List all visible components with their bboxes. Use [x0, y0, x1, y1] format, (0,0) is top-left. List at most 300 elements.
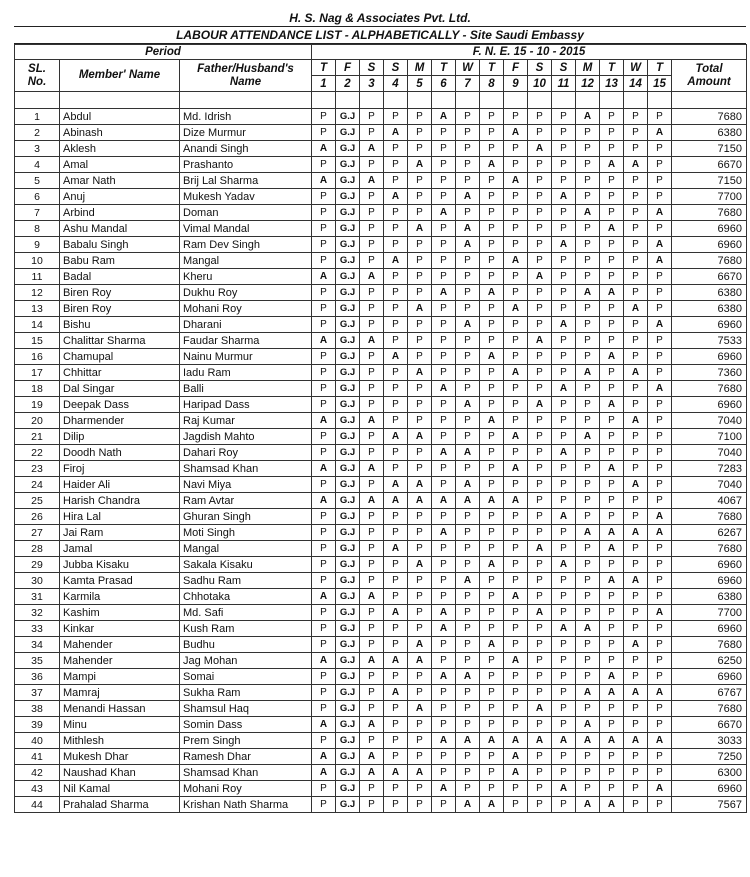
attendance-cell: P	[360, 189, 384, 205]
blank-cell	[552, 92, 576, 109]
attendance-cell: P	[408, 285, 432, 301]
attendance-cell: P	[456, 589, 480, 605]
attendance-cell: P	[624, 621, 648, 637]
table-row	[15, 285, 747, 301]
attendance-cell: P	[600, 653, 624, 669]
attendance-cell: P	[648, 173, 672, 189]
attendance-cell: P	[312, 189, 336, 205]
attendance-cell: G.J	[336, 445, 360, 461]
attendance-cell: P	[624, 397, 648, 413]
father-name-cell: Faudar Sharma	[180, 333, 312, 349]
attendance-cell: P	[600, 125, 624, 141]
attendance-cell: P	[624, 509, 648, 525]
attendance-cell: A	[408, 429, 432, 445]
attendance-cell: A	[528, 541, 552, 557]
sl-no-cell: 41	[15, 749, 60, 765]
day-number-header: 15	[648, 76, 672, 92]
father-name-cell: Prashanto	[180, 157, 312, 173]
attendance-cell: P	[480, 205, 504, 221]
blank-cell	[504, 92, 528, 109]
attendance-cell: A	[600, 397, 624, 413]
attendance-cell: P	[408, 749, 432, 765]
attendance-cell: P	[552, 525, 576, 541]
attendance-cell: P	[648, 493, 672, 509]
attendance-cell: P	[312, 125, 336, 141]
father-name-cell: Mangal	[180, 253, 312, 269]
attendance-cell: P	[576, 589, 600, 605]
attendance-cell: A	[552, 733, 576, 749]
attendance-cell: P	[552, 141, 576, 157]
attendance-cell: A	[624, 157, 648, 173]
attendance-cell: A	[360, 765, 384, 781]
attendance-cell: P	[432, 269, 456, 285]
sl-no-cell: 8	[15, 221, 60, 237]
father-name-cell: Sadhu Ram	[180, 573, 312, 589]
attendance-cell: P	[432, 317, 456, 333]
table-row	[15, 157, 747, 173]
attendance-cell: P	[408, 413, 432, 429]
table-row	[15, 189, 747, 205]
attendance-cell: A	[456, 733, 480, 749]
attendance-cell: P	[408, 605, 432, 621]
attendance-cell: P	[456, 157, 480, 173]
table-row	[15, 253, 747, 269]
attendance-cell: P	[360, 125, 384, 141]
attendance-cell: A	[504, 589, 528, 605]
sl-no-cell: 7	[15, 205, 60, 221]
attendance-cell: P	[504, 781, 528, 797]
col-member-header: Member' Name	[60, 60, 180, 92]
total-amount-cell: 6960	[672, 781, 747, 797]
attendance-cell: A	[624, 573, 648, 589]
total-amount-cell: 7700	[672, 189, 747, 205]
total-amount-cell: 6670	[672, 157, 747, 173]
attendance-cell: P	[528, 157, 552, 173]
table-row	[15, 573, 747, 589]
attendance-cell: P	[480, 589, 504, 605]
attendance-cell: P	[480, 317, 504, 333]
day-letter-header: S	[360, 60, 384, 76]
sl-no-cell: 32	[15, 605, 60, 621]
blank-cell	[432, 92, 456, 109]
attendance-cell: A	[552, 781, 576, 797]
attendance-cell: P	[552, 669, 576, 685]
attendance-cell: P	[360, 733, 384, 749]
father-name-cell: Dharani	[180, 317, 312, 333]
father-name-cell: Md. Safi	[180, 605, 312, 621]
attendance-cell: P	[360, 509, 384, 525]
member-name-cell: Badal	[60, 269, 180, 285]
attendance-cell: P	[648, 573, 672, 589]
attendance-cell: A	[312, 413, 336, 429]
attendance-cell: P	[480, 429, 504, 445]
attendance-cell: P	[480, 397, 504, 413]
attendance-cell: P	[384, 333, 408, 349]
attendance-cell: P	[624, 125, 648, 141]
total-amount-cell: 7680	[672, 109, 747, 125]
total-amount-cell: 4067	[672, 493, 747, 509]
father-name-cell: Iadu Ram	[180, 365, 312, 381]
sl-no-cell: 39	[15, 717, 60, 733]
attendance-cell: P	[384, 381, 408, 397]
table-row	[15, 669, 747, 685]
period-value: F. N. E. 15 - 10 - 2015	[312, 45, 747, 60]
attendance-cell: P	[432, 637, 456, 653]
attendance-cell: G.J	[336, 765, 360, 781]
attendance-cell: P	[432, 301, 456, 317]
table-row	[15, 381, 747, 397]
sl-no-cell: 43	[15, 781, 60, 797]
attendance-cell: P	[504, 621, 528, 637]
attendance-cell: P	[456, 685, 480, 701]
attendance-cell: P	[552, 477, 576, 493]
blank-cell	[576, 92, 600, 109]
attendance-cell: P	[480, 365, 504, 381]
attendance-cell: A	[648, 381, 672, 397]
attendance-cell: P	[432, 477, 456, 493]
attendance-cell: P	[312, 525, 336, 541]
attendance-cell: P	[360, 605, 384, 621]
member-name-cell: Kamta Prasad	[60, 573, 180, 589]
attendance-cell: P	[408, 733, 432, 749]
father-name-cell: Shamsad Khan	[180, 461, 312, 477]
attendance-cell: G.J	[336, 749, 360, 765]
attendance-cell: A	[504, 749, 528, 765]
sl-no-cell: 11	[15, 269, 60, 285]
attendance-cell: P	[480, 125, 504, 141]
attendance-cell: P	[552, 205, 576, 221]
attendance-cell: P	[648, 413, 672, 429]
attendance-cell: A	[648, 317, 672, 333]
attendance-cell: P	[528, 413, 552, 429]
attendance-cell: P	[552, 461, 576, 477]
table-row	[15, 445, 747, 461]
attendance-cell: P	[360, 349, 384, 365]
attendance-cell: A	[624, 733, 648, 749]
attendance-cell: A	[480, 797, 504, 813]
attendance-cell: P	[456, 541, 480, 557]
attendance-cell: P	[384, 637, 408, 653]
father-name-cell: Dahari Roy	[180, 445, 312, 461]
attendance-cell: P	[600, 589, 624, 605]
father-name-cell: Jag Mohan	[180, 653, 312, 669]
table-row	[15, 749, 747, 765]
attendance-cell: P	[504, 221, 528, 237]
attendance-cell: G.J	[336, 413, 360, 429]
table-row	[15, 237, 747, 253]
attendance-cell: P	[600, 413, 624, 429]
attendance-cell: A	[624, 365, 648, 381]
attendance-cell: P	[648, 589, 672, 605]
attendance-cell: P	[576, 381, 600, 397]
attendance-cell: P	[360, 573, 384, 589]
attendance-cell: G.J	[336, 717, 360, 733]
table-row	[15, 765, 747, 781]
attendance-cell: P	[624, 285, 648, 301]
day-number-header: 13	[600, 76, 624, 92]
attendance-cell: A	[576, 621, 600, 637]
attendance-cell: P	[552, 765, 576, 781]
attendance-cell: G.J	[336, 301, 360, 317]
attendance-cell: P	[456, 125, 480, 141]
attendance-cell: A	[648, 733, 672, 749]
father-name-cell: Budhu	[180, 637, 312, 653]
sl-no-cell: 6	[15, 189, 60, 205]
attendance-cell: A	[600, 733, 624, 749]
father-name-cell: Prem Singh	[180, 733, 312, 749]
attendance-cell: P	[456, 205, 480, 221]
attendance-cell: P	[312, 637, 336, 653]
attendance-cell: P	[552, 221, 576, 237]
attendance-cell: P	[408, 621, 432, 637]
attendance-cell: P	[552, 797, 576, 813]
attendance-cell: P	[576, 269, 600, 285]
attendance-cell: P	[456, 301, 480, 317]
member-name-cell: Jamal	[60, 541, 180, 557]
attendance-cell: P	[312, 365, 336, 381]
table-row	[15, 621, 747, 637]
attendance-cell: P	[528, 429, 552, 445]
sl-no-cell: 23	[15, 461, 60, 477]
attendance-cell: P	[360, 205, 384, 221]
total-amount-cell: 3033	[672, 733, 747, 749]
day-number-header: 6	[432, 76, 456, 92]
total-amount-cell: 7533	[672, 333, 747, 349]
attendance-cell: A	[312, 141, 336, 157]
attendance-cell: P	[408, 589, 432, 605]
attendance-cell: P	[312, 733, 336, 749]
attendance-cell: A	[552, 557, 576, 573]
sl-no-cell: 34	[15, 637, 60, 653]
attendance-cell: P	[360, 237, 384, 253]
attendance-cell: P	[504, 397, 528, 413]
attendance-cell: A	[360, 333, 384, 349]
attendance-cell: P	[384, 365, 408, 381]
attendance-cell: P	[528, 797, 552, 813]
sl-no-cell: 40	[15, 733, 60, 749]
attendance-cell: G.J	[336, 797, 360, 813]
attendance-cell: P	[600, 781, 624, 797]
attendance-cell: P	[408, 237, 432, 253]
attendance-cell: P	[648, 749, 672, 765]
attendance-cell: P	[504, 637, 528, 653]
attendance-cell: P	[528, 573, 552, 589]
attendance-cell: G.J	[336, 349, 360, 365]
attendance-cell: P	[480, 781, 504, 797]
attendance-cell: P	[648, 461, 672, 477]
attendance-cell: P	[480, 509, 504, 525]
sl-no-cell: 5	[15, 173, 60, 189]
member-name-cell: Babalu Singh	[60, 237, 180, 253]
attendance-cell: P	[576, 541, 600, 557]
attendance-cell: P	[648, 621, 672, 637]
attendance-cell: P	[504, 701, 528, 717]
attendance-cell: P	[384, 237, 408, 253]
attendance-cell: A	[504, 461, 528, 477]
member-name-cell: Kinkar	[60, 621, 180, 637]
total-amount-cell: 6250	[672, 653, 747, 669]
table-row	[15, 349, 747, 365]
attendance-cell: P	[648, 301, 672, 317]
attendance-cell: P	[576, 301, 600, 317]
attendance-cell: A	[432, 605, 456, 621]
attendance-cell: P	[624, 205, 648, 221]
attendance-cell: P	[528, 557, 552, 573]
attendance-cell: A	[624, 637, 648, 653]
attendance-cell: A	[408, 557, 432, 573]
member-name-cell: Doodh Nath	[60, 445, 180, 461]
sl-no-cell: 18	[15, 381, 60, 397]
attendance-cell: A	[480, 557, 504, 573]
attendance-cell: A	[600, 349, 624, 365]
attendance-cell: P	[528, 509, 552, 525]
blank-cell	[648, 92, 672, 109]
total-amount-cell: 7283	[672, 461, 747, 477]
attendance-cell: P	[624, 237, 648, 253]
attendance-cell: P	[432, 365, 456, 381]
member-name-cell: Babu Ram	[60, 253, 180, 269]
list-title: LABOUR ATTENDANCE LIST - ALPHABETICALLY - Site Saudi Embassy	[14, 26, 746, 44]
father-name-cell: Sukha Ram	[180, 685, 312, 701]
sl-no-cell: 44	[15, 797, 60, 813]
attendance-cell: G.J	[336, 669, 360, 685]
attendance-cell: P	[384, 589, 408, 605]
attendance-cell: A	[360, 589, 384, 605]
attendance-cell: P	[576, 493, 600, 509]
attendance-cell: G.J	[336, 141, 360, 157]
attendance-cell: P	[624, 109, 648, 125]
attendance-cell: P	[384, 717, 408, 733]
sl-no-cell: 19	[15, 397, 60, 413]
attendance-cell: G.J	[336, 429, 360, 445]
attendance-cell: P	[480, 669, 504, 685]
day-letter-header: W	[624, 60, 648, 76]
total-amount-cell: 7680	[672, 541, 747, 557]
attendance-cell: P	[528, 461, 552, 477]
attendance-cell: P	[480, 477, 504, 493]
attendance-cell: P	[432, 237, 456, 253]
blank-cell	[15, 92, 60, 109]
attendance-cell: P	[600, 141, 624, 157]
attendance-cell: A	[480, 637, 504, 653]
attendance-cell: P	[600, 477, 624, 493]
attendance-cell: P	[624, 349, 648, 365]
blank-cell	[672, 92, 747, 109]
attendance-cell: G.J	[336, 461, 360, 477]
day-letter-header: T	[480, 60, 504, 76]
attendance-cell: A	[576, 717, 600, 733]
attendance-cell: P	[600, 605, 624, 621]
attendance-cell: P	[312, 317, 336, 333]
attendance-cell: P	[312, 669, 336, 685]
total-amount-cell: 6670	[672, 717, 747, 733]
attendance-cell: P	[600, 301, 624, 317]
attendance-cell: P	[312, 701, 336, 717]
attendance-cell: P	[432, 701, 456, 717]
father-name-cell: Somai	[180, 669, 312, 685]
total-amount-cell: 6380	[672, 285, 747, 301]
attendance-cell: P	[312, 109, 336, 125]
attendance-cell: P	[600, 637, 624, 653]
attendance-cell: P	[624, 605, 648, 621]
attendance-cell: P	[576, 765, 600, 781]
total-amount-cell: 7567	[672, 797, 747, 813]
attendance-cell: P	[312, 429, 336, 445]
table-row	[15, 637, 747, 653]
col-father-header: Father/Husband's Name	[180, 60, 312, 92]
attendance-cell: P	[648, 701, 672, 717]
member-name-cell: Karmila	[60, 589, 180, 605]
attendance-cell: P	[456, 509, 480, 525]
father-name-cell: Doman	[180, 205, 312, 221]
attendance-cell: P	[600, 381, 624, 397]
total-amount-cell: 6960	[672, 557, 747, 573]
attendance-cell: P	[624, 589, 648, 605]
day-letter-header: S	[552, 60, 576, 76]
total-amount-cell: 6767	[672, 685, 747, 701]
attendance-cell: P	[384, 397, 408, 413]
day-letter-header: F	[504, 60, 528, 76]
blank-cell	[456, 92, 480, 109]
day-number-header: 3	[360, 76, 384, 92]
attendance-cell: P	[360, 445, 384, 461]
attendance-cell: P	[624, 717, 648, 733]
total-amount-cell: 7680	[672, 253, 747, 269]
attendance-cell: P	[624, 557, 648, 573]
attendance-cell: P	[552, 285, 576, 301]
father-name-cell: Shamsad Khan	[180, 765, 312, 781]
day-number-header: 2	[336, 76, 360, 92]
attendance-cell: P	[432, 717, 456, 733]
attendance-cell: P	[480, 541, 504, 557]
attendance-cell: P	[360, 109, 384, 125]
blank-cell	[360, 92, 384, 109]
attendance-cell: P	[624, 701, 648, 717]
attendance-cell: G.J	[336, 333, 360, 349]
day-number-header: 14	[624, 76, 648, 92]
day-letter-header: S	[528, 60, 552, 76]
sl-no-cell: 31	[15, 589, 60, 605]
attendance-cell: A	[456, 445, 480, 461]
total-amount-cell: 6960	[672, 237, 747, 253]
sl-no-cell: 15	[15, 333, 60, 349]
attendance-cell: G.J	[336, 269, 360, 285]
blank-cell	[624, 92, 648, 109]
attendance-cell: P	[648, 397, 672, 413]
attendance-cell: A	[312, 765, 336, 781]
member-name-cell: Naushad Khan	[60, 765, 180, 781]
attendance-cell: A	[480, 413, 504, 429]
attendance-cell: A	[312, 173, 336, 189]
father-name-cell: Dukhu Roy	[180, 285, 312, 301]
attendance-cell: A	[312, 749, 336, 765]
attendance-cell: P	[312, 781, 336, 797]
attendance-cell: P	[576, 317, 600, 333]
attendance-cell: P	[360, 797, 384, 813]
attendance-cell: A	[360, 173, 384, 189]
attendance-cell: G.J	[336, 285, 360, 301]
attendance-cell: P	[552, 173, 576, 189]
attendance-cell: P	[552, 701, 576, 717]
attendance-cell: P	[552, 349, 576, 365]
attendance-cell: P	[528, 237, 552, 253]
attendance-cell: P	[408, 349, 432, 365]
attendance-cell: P	[456, 653, 480, 669]
attendance-cell: P	[528, 493, 552, 509]
attendance-cell: P	[576, 557, 600, 573]
attendance-cell: A	[312, 717, 336, 733]
attendance-cell: P	[552, 685, 576, 701]
